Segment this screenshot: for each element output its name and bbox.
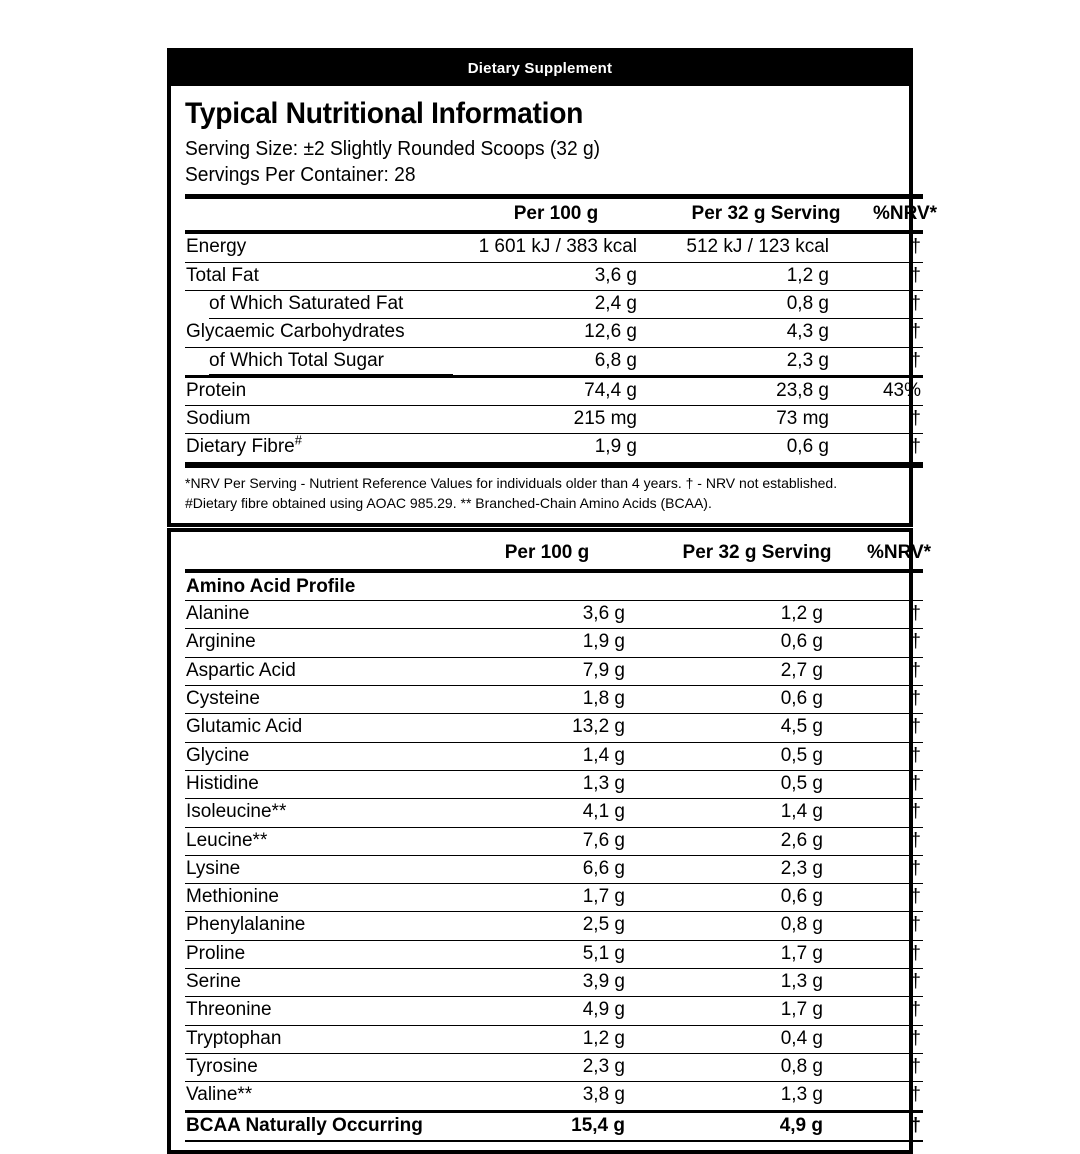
footnote-nrv: *NRV Per Serving - Nutrient Reference Values for individuals older than 4 years. † - NRV not established. — [185, 474, 838, 491]
row-value-per-100g: 12,6 g — [453, 319, 659, 347]
row-value-nrv: † — [867, 912, 923, 940]
amino-table-wrap — [171, 532, 932, 1150]
table-row — [185, 742, 923, 770]
footnote-marker: # — [294, 433, 302, 449]
row-value-per-serving: 0,5 g — [647, 742, 867, 770]
row-label: of Which Saturated Fat — [185, 290, 453, 318]
row-value-per-serving: 4,9 g — [647, 1111, 867, 1141]
row-value-nrv: † — [867, 884, 923, 912]
row-value-per-serving: 0,8 g — [647, 912, 867, 940]
page-title: Typical Nutritional Information — [185, 97, 584, 130]
column-header-per-100g: Per 100 g — [504, 542, 590, 563]
row-value-per-serving: 2,3 g — [647, 855, 867, 883]
table-row — [185, 319, 923, 347]
row-value-nrv: † — [867, 1111, 923, 1141]
row-value-per-serving: 2,7 g — [647, 657, 867, 685]
row-label: Total Fat — [185, 262, 453, 290]
row-value-per-100g: 74,4 g — [453, 376, 659, 405]
row-value-per-100g: 7,9 g — [447, 657, 647, 685]
table-row — [185, 601, 923, 629]
row-value-nrv: † — [867, 997, 923, 1025]
row-value-nrv: † — [867, 601, 923, 629]
table-row — [185, 434, 923, 465]
row-label: Isoleucine** — [185, 799, 447, 827]
row-value-per-100g: 13,2 g — [447, 714, 647, 742]
column-header-nrv: %NRV* — [873, 203, 938, 225]
row-value-nrv: † — [873, 262, 923, 290]
row-value-per-100g: 1 601 kJ / 383 kcal — [453, 232, 659, 262]
row-label: Glycine — [185, 742, 447, 770]
servings-per-container-text: Servings Per Container: 28 — [185, 163, 416, 186]
row-label: Proline — [185, 940, 447, 968]
row-value-per-100g: 15,4 g — [447, 1111, 647, 1141]
row-value-nrv: † — [867, 1082, 923, 1111]
table-row — [185, 827, 923, 855]
row-value-nrv: † — [867, 657, 923, 685]
row-value-per-serving: 2,3 g — [659, 347, 873, 376]
row-value-per-100g: 4,1 g — [447, 799, 647, 827]
row-value-per-serving: 1,2 g — [647, 601, 867, 629]
table-row — [185, 799, 923, 827]
row-value-per-100g: 3,8 g — [447, 1082, 647, 1111]
row-label: Arginine — [185, 629, 447, 657]
row-value-per-100g: 3,9 g — [447, 969, 647, 997]
dietary-supplement-banner: Dietary Supplement — [171, 52, 909, 86]
table-row — [185, 685, 923, 713]
column-header-nrv: %NRV* — [867, 542, 932, 563]
row-value-nrv: † — [873, 290, 923, 318]
row-value-per-serving: 4,5 g — [647, 714, 867, 742]
table-row — [185, 232, 923, 262]
row-value-per-serving: 1,7 g — [647, 940, 867, 968]
serving-size-text: Serving Size: ±2 Slightly Rounded Scoops (32 g) — [185, 137, 601, 160]
row-value-per-serving: 0,5 g — [647, 770, 867, 798]
row-label: Serine — [185, 969, 447, 997]
row-label: BCAA Naturally Occurring — [185, 1111, 447, 1141]
row-value-per-serving: 0,4 g — [647, 1025, 867, 1053]
row-value-per-100g: 6,8 g — [453, 347, 659, 376]
row-value-per-serving: 1,7 g — [647, 997, 867, 1025]
row-label: Sodium — [185, 406, 453, 434]
row-value-nrv: † — [873, 434, 923, 465]
row-value-per-serving: 0,6 g — [647, 884, 867, 912]
row-value-per-serving: 0,6 g — [647, 629, 867, 657]
row-value-per-100g: 1,8 g — [447, 685, 647, 713]
column-header-per-serving: Per 32 g Serving — [691, 203, 841, 225]
column-header-per-100g: Per 100 g — [513, 203, 599, 225]
row-value-per-serving: 1,2 g — [659, 262, 873, 290]
row-value-per-100g: 5,1 g — [447, 940, 647, 968]
row-label: Tryptophan — [185, 1025, 447, 1053]
row-value-nrv: † — [867, 827, 923, 855]
table-row — [185, 1025, 923, 1053]
row-label: Lysine — [185, 855, 447, 883]
nutrition-table-wrap — [171, 194, 938, 468]
row-value-per-100g: 215 mg — [453, 406, 659, 434]
row-value-per-serving: 0,8 g — [659, 290, 873, 318]
row-value-per-100g: 2,4 g — [453, 290, 659, 318]
row-label: Energy — [185, 232, 453, 262]
row-value-per-100g: 1,9 g — [453, 434, 659, 465]
table-row — [185, 290, 923, 318]
footnote-fibre-bcaa: #Dietary fibre obtained using AOAC 985.29. ** Branched-Chain Amino Acids (BCAA). — [185, 495, 712, 512]
row-value-per-100g: 7,6 g — [447, 827, 647, 855]
row-value-per-serving: 23,8 g — [659, 376, 873, 405]
amino-acid-table — [185, 538, 932, 1142]
table-row — [185, 1111, 923, 1141]
table-row — [185, 262, 923, 290]
row-value-per-100g: 1,7 g — [447, 884, 647, 912]
amino-acid-panel — [167, 528, 932, 1154]
row-label: Leucine** — [185, 827, 447, 855]
nutrition-facts-panel — [167, 48, 938, 527]
row-value-per-100g: 2,3 g — [447, 1054, 647, 1082]
row-label: Tyrosine — [185, 1054, 447, 1082]
row-label: Threonine — [185, 997, 447, 1025]
row-value-per-100g: 2,5 g — [447, 912, 647, 940]
row-label: Aspartic Acid — [185, 657, 447, 685]
row-value-per-100g: 1,9 g — [447, 629, 647, 657]
table-row — [185, 347, 923, 376]
row-value-nrv: † — [867, 855, 923, 883]
row-label: Dietary Fibre# — [185, 434, 453, 465]
nutrition-table — [185, 194, 938, 468]
row-value-nrv: † — [873, 406, 923, 434]
amino-profile-subheading-row — [185, 571, 923, 601]
row-value-per-serving: 1,4 g — [647, 799, 867, 827]
row-value-nrv: † — [867, 629, 923, 657]
row-value-per-100g: 1,4 g — [447, 742, 647, 770]
row-value-per-100g: 3,6 g — [447, 601, 647, 629]
amino-table-body — [185, 571, 923, 1141]
row-value-nrv: † — [873, 319, 923, 347]
table-row — [185, 997, 923, 1025]
amino-profile-subheading: Amino Acid Profile — [185, 571, 923, 601]
row-value-per-100g: 4,9 g — [447, 997, 647, 1025]
row-value-nrv: † — [867, 969, 923, 997]
row-value-nrv: † — [867, 799, 923, 827]
table-row — [185, 969, 923, 997]
row-value-per-100g: 6,6 g — [447, 855, 647, 883]
row-label: Valine** — [185, 1082, 447, 1111]
table-header-row — [185, 197, 923, 233]
row-label: Methionine — [185, 884, 447, 912]
row-value-nrv: † — [867, 770, 923, 798]
row-value-per-serving: 4,3 g — [659, 319, 873, 347]
table-row — [185, 406, 923, 434]
row-label: Cysteine — [185, 685, 447, 713]
row-label: Histidine — [185, 770, 447, 798]
row-value-nrv: † — [867, 1054, 923, 1082]
table-row — [185, 884, 923, 912]
row-value-per-serving: 0,8 g — [647, 1054, 867, 1082]
table-row — [185, 714, 923, 742]
amino-table-header-row — [185, 538, 923, 571]
column-header-per-serving: Per 32 g Serving — [682, 542, 832, 563]
nutrition-table-body — [185, 232, 923, 465]
row-label: Alanine — [185, 601, 447, 629]
row-value-nrv: † — [867, 742, 923, 770]
row-value-per-serving: 0,6 g — [647, 685, 867, 713]
table-row — [185, 1054, 923, 1082]
row-value-per-serving: 512 kJ / 123 kcal — [659, 232, 873, 262]
row-label: Glycaemic Carbohydrates — [185, 319, 453, 347]
row-label: Phenylalanine — [185, 912, 447, 940]
row-value-nrv: 43% — [873, 376, 923, 405]
row-label: Glutamic Acid — [185, 714, 447, 742]
row-value-nrv: † — [873, 232, 923, 262]
row-label: Protein — [185, 376, 453, 405]
table-row — [185, 629, 923, 657]
column-header-nutrient — [185, 197, 453, 233]
nutrition-footnotes — [171, 468, 909, 524]
row-value-nrv: † — [867, 685, 923, 713]
serving-info-block — [171, 86, 909, 194]
row-value-per-100g: 1,2 g — [447, 1025, 647, 1053]
row-value-nrv: † — [867, 714, 923, 742]
table-row — [185, 657, 923, 685]
row-value-per-serving: 1,3 g — [647, 1082, 867, 1111]
table-row — [185, 1082, 923, 1111]
row-value-nrv: † — [867, 940, 923, 968]
row-value-nrv: † — [873, 347, 923, 376]
table-row — [185, 940, 923, 968]
row-value-nrv: † — [867, 1025, 923, 1053]
table-row — [185, 376, 923, 405]
table-row — [185, 770, 923, 798]
row-value-per-serving: 1,3 g — [647, 969, 867, 997]
table-row — [185, 912, 923, 940]
row-value-per-100g: 3,6 g — [453, 262, 659, 290]
column-header-amino — [185, 538, 447, 571]
row-value-per-serving: 73 mg — [659, 406, 873, 434]
row-label: of Which Total Sugar — [185, 347, 453, 376]
row-value-per-serving: 2,6 g — [647, 827, 867, 855]
row-value-per-serving: 0,6 g — [659, 434, 873, 465]
table-row — [185, 855, 923, 883]
row-value-per-100g: 1,3 g — [447, 770, 647, 798]
